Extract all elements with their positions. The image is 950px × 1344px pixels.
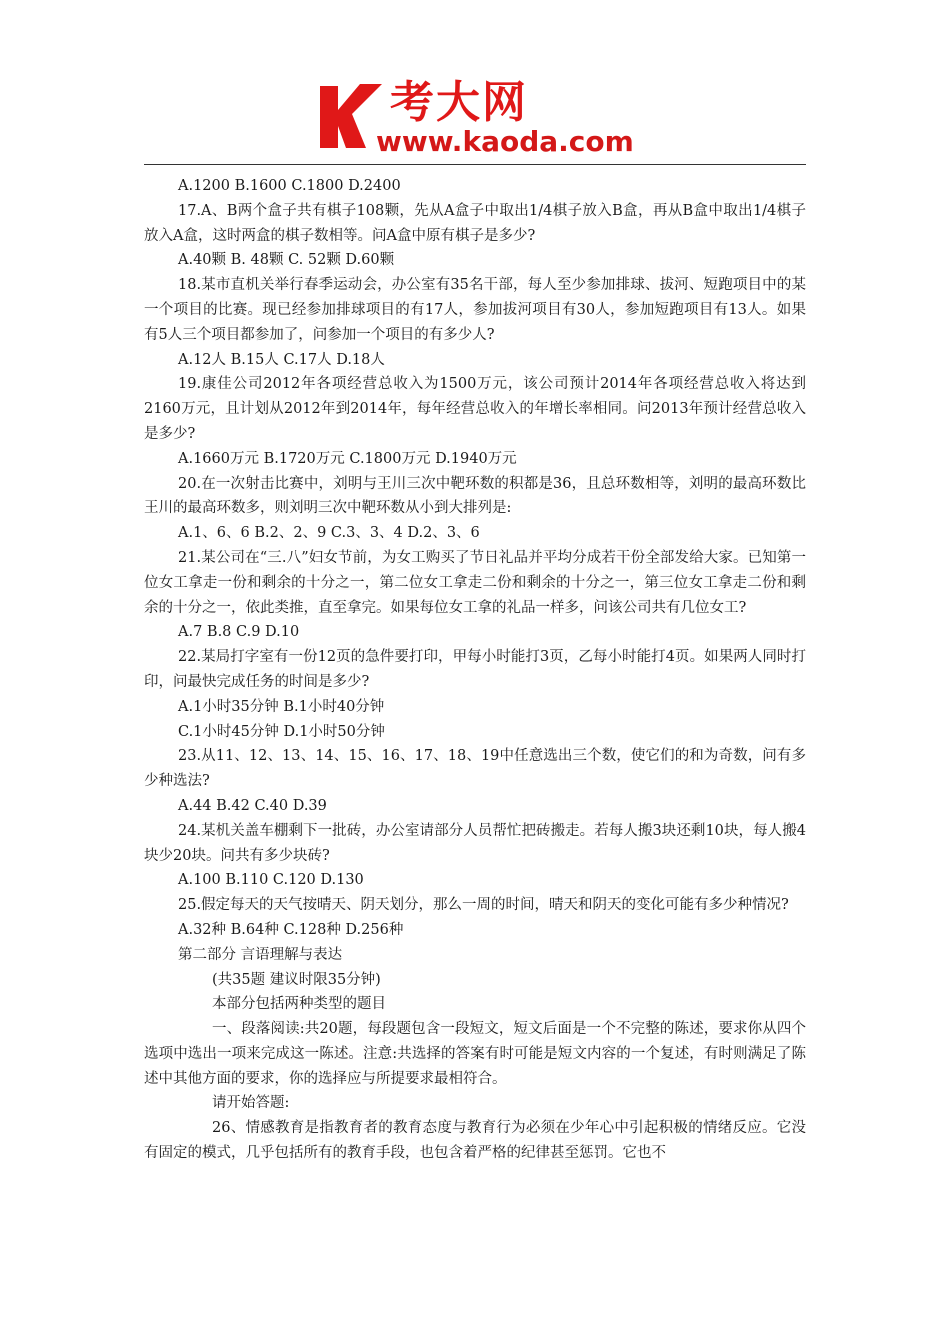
paragraph: 21.某公司在“三.八”妇女节前，为女工购买了节日礼品并平均分成若干份全部发给大家。已知第一位女工拿走一份和剩余的十分之一，第二位女工拿走二份和剩余的十分之一，第三位女工拿走二份和剩余的十分之一，依此类推，直至拿完。如果每位女工拿的礼品一样多，问该公司共有几位女工?: [144, 549, 806, 616]
answer-options: A.44 B.42 C.40 D.39: [178, 797, 327, 814]
paragraph: 请开始答题:: [212, 1095, 290, 1112]
answer-options: A.1200 B.1600 C.1800 D.2400: [178, 178, 401, 194]
answer-options: C.1小时45分钟 D.1小时50分钟: [178, 723, 385, 740]
answer-options: A.7 B.8 C.9 D.10: [178, 624, 300, 641]
answer-options: A.100 B.110 C.120 D.130: [178, 872, 364, 889]
kaoda-logo[interactable]: [316, 77, 646, 160]
answer-options: A.1小时35分钟 B.1小时40分钟: [178, 698, 385, 715]
paragraph: 19.康佳公司2012年各项经营总收入为1500万元，该公司预计2014年各项经营总收入将达到2160万元，且计划从2012年到2014年，每年经营总收入的年增长率相同。问2013年预计经营总收入是多少?: [144, 376, 806, 442]
paragraph: 18.某市直机关举行春季运动会，办公室有35名干部，每人至少参加排球、拔河、短跑项目中的某一个项目的比赛。现已经参加排球项目的有17人，参加拔河项目有30人，参加短跑项目有13人。如果有5人三个项目都参加了，问参加一个项目的有多少人?: [144, 277, 806, 343]
paragraph: 20.在一次射击比赛中，刘明与王川三次中靶环数的积都是36，且总环数相等，刘明的最高环数比王川的最高环数多，则刘明三次中靶环数从小到大排列是:: [144, 475, 806, 517]
paragraph: 17.A、B两个盒子共有棋子108颗，先从A盒子中取出1/4棋子放入B盒，再从B盒中取出1/4棋子放入A盒，这时两盒的棋子数相等。问A盒中原有棋子是多少?: [144, 202, 806, 244]
logo-url[interactable]: www.kaoda.com: [376, 125, 634, 158]
answer-options: A.12人 B.15人 C.17人 D.18人: [178, 351, 385, 368]
answer-options: A.1、6、6 B.2、2、9 C.3、3、4 D.2、3、6: [178, 525, 480, 542]
section-heading: 第二部分 言语理解与表达: [178, 946, 343, 963]
answer-options: A.40颗 B. 48颗 C. 52颗 D.60颗: [178, 252, 395, 269]
paragraph: 26、情感教育是指教育者的教育态度与教育行为必须在少年心中引起积极的情绪反应。它没有固定的模式，几乎包括所有的教育手段，也包含着严格的纪律甚至惩罚。它也不: [144, 1120, 806, 1162]
answer-options: A.32种 B.64种 C.128种 D.256种: [178, 921, 404, 938]
answer-options: A.1660万元 B.1720万元 C.1800万元 D.1940万元: [178, 450, 517, 467]
paragraph: 23.从11、12、13、14、15、16、17、18、19中任意选出三个数，使它们的和为奇数，问有多少种选法?: [144, 748, 806, 790]
document-body: [144, 174, 806, 1166]
paragraph: 24.某机关盖车棚剩下一批砖，办公室请部分人员帮忙把砖搬走。若每人搬3块还剩10块，每人搬4块少20块。问共有多少块砖?: [144, 822, 806, 864]
paragraph: 25.假定每天的天气按晴天、阴天划分，那么一周的时间，晴天和阴天的变化可能有多少种情况?: [178, 897, 789, 914]
header-divider: [144, 164, 806, 165]
paragraph: (共35题 建议时限35分钟): [212, 971, 381, 988]
paragraph: 一、段落阅读:共20题，每段题包含一段短文，短文后面是一个不完整的陈述，要求你从四个选项中选出一项来完成这一陈述。注意:共选择的答案有时可能是短文内容的一个复述，有时则满足了陈述中其他方面的要求，你的选择应与所提要求最相符合。: [144, 1021, 806, 1087]
paragraph: 22.某局打字室有一份12页的急件要打印，甲每小时能打3页，乙每小时能打4页。如果两人同时打印，问最快完成任务的时间是多少?: [144, 649, 806, 690]
logo-chinese-name: 考大网: [390, 77, 528, 128]
paragraph: 本部分包括两种类型的题目: [212, 996, 386, 1013]
